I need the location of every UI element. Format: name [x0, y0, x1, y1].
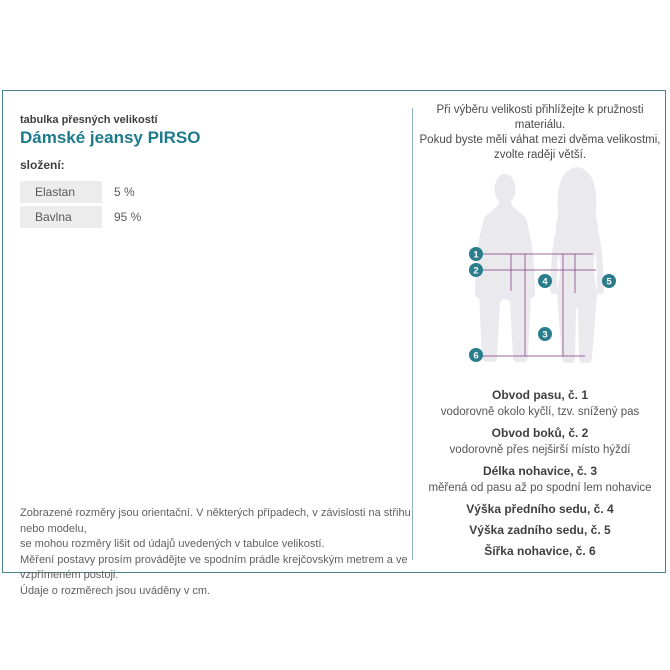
composition-table: [20, 181, 270, 231]
disclaimer-line: Měření postavy prosím provádějte ve spodním prádle krejčovským metrem a ve vzpřímeném postoji.: [20, 553, 408, 581]
measurement-label: Výška předního sedu, č. 4: [466, 502, 614, 516]
panel-divider: [412, 108, 413, 560]
measurement-disclaimer: [20, 506, 412, 599]
disclaimer-line: Zobrazené rozměry jsou orientační. V některých případech, v závislosti na střihu nebo modelu,: [20, 507, 411, 535]
measurement-label: Délka nohavice, č. 3: [482, 464, 598, 478]
composition-percentage: 95 %: [114, 210, 142, 224]
composition-row: [20, 181, 270, 203]
disclaimer-line: Údaje o rozměrech jsou uváděny v cm.: [20, 584, 211, 597]
marker-3-number: 3: [542, 329, 548, 341]
measurement-label: Obvod pasu, č. 1: [491, 388, 589, 402]
figure-female-silhouette: [550, 167, 604, 363]
measurement-desc: vodorovně okolo kyčlí, tzv. snížený pas: [440, 406, 640, 418]
measurement-label: Obvod boků, č. 2: [491, 426, 589, 440]
composition-row: [20, 206, 270, 228]
measurement-label: Šířka nohavice, č. 6: [484, 544, 596, 558]
measurement-desc: měřená od pasu až po spodní lem nohavice: [428, 482, 652, 494]
body-measurement-diagram: [440, 160, 670, 375]
marker-6-number: 6: [473, 350, 479, 362]
fit-advice: [416, 103, 664, 163]
measurement-definitions: [416, 389, 664, 558]
figure-front-silhouette: [475, 174, 535, 362]
composition-percentage: 5 %: [114, 185, 135, 199]
measurement-desc: vodorovně přes nejširší místo hýždí: [449, 444, 631, 456]
marker-5-number: 5: [606, 276, 612, 288]
disclaimer-line: se mohou rozměry lišit od údajů uvedených v tabulce velikostí.: [20, 538, 325, 550]
fit-advice-line: Pokud byste měli váhat mezi dvěma velikostmi,: [419, 134, 661, 146]
marker-1-number: 1: [473, 249, 479, 261]
product-title: Dámské jeansy PIRSO: [20, 128, 201, 147]
size-table-subtitle: tabulka přesných velikostí: [20, 114, 158, 126]
marker-4-number: 4: [542, 276, 548, 288]
composition-heading: složení:: [20, 158, 65, 172]
fit-advice-line: zvolte raději větší.: [493, 149, 587, 161]
composition-material: Bavlna: [20, 206, 102, 228]
composition-material: Elastan: [20, 181, 102, 203]
marker-2-number: 2: [473, 265, 479, 277]
measurement-label: Výška zadního sedu, č. 5: [469, 523, 611, 537]
fit-advice-line: Při výběru velikosti přihlížejte k pružnosti materiálu.: [436, 104, 644, 131]
